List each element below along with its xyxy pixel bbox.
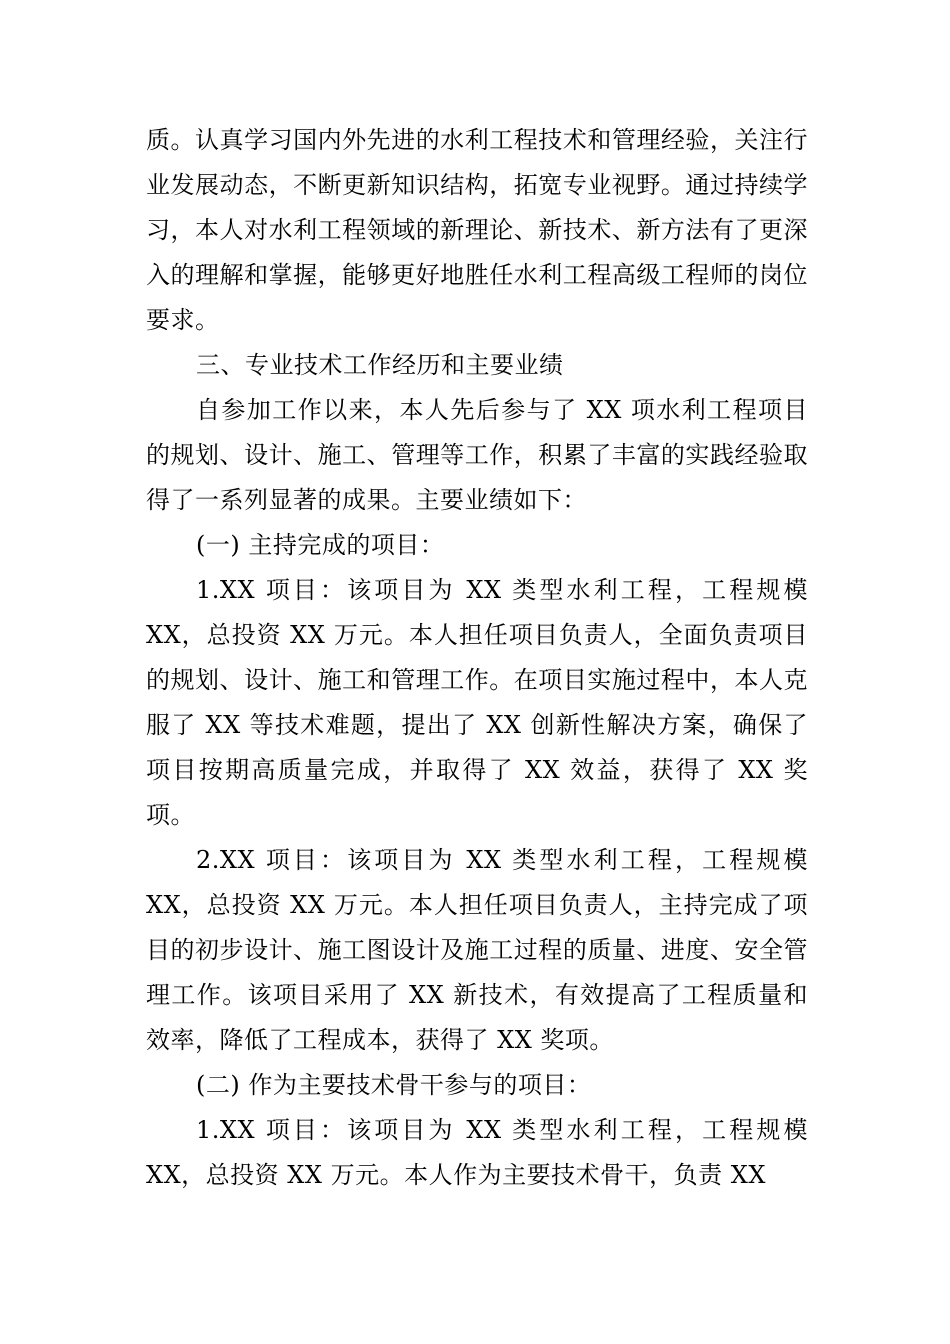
paragraph-intro: 自参加工作以来，本人先后参与了 XX 项水利工程项目的规划、设计、施工、管理等工作，积累了丰富的实践经验取得了一系列显著的成果。主要业绩如下：	[146, 396, 808, 514]
subheading-led-projects: (一) 主持完成的项目：	[196, 531, 445, 559]
paragraph-continuation: 质。认真学习国内外先进的水利工程技术和管理经验，关注行业发展动态，不断更新知识结构，拓宽专业视野。通过持续学习，本人对水利工程领域的新理论、新技术、新方法有了更深入的理解和掌握，能够更好地胜任水利工程高级工程师的岗位要求。	[146, 126, 808, 334]
subheading-participated-projects: (二) 作为主要技术骨干参与的项目：	[196, 1071, 592, 1099]
paragraph-project-2: 2.XX 项目：该项目为 XX 类型水利工程，工程规模 XX，总投资 XX 万元。本人担任项目负责人，主持完成了项目的初步设计、施工图设计及施工过程的质量、进度、安全管理工作。该项目采用了 XX 新技术，有效提高了工程质量和效率，降低了工程成本，获得了 XX 奖项。	[146, 846, 808, 1054]
paragraph-project-1: 1.XX 项目：该项目为 XX 类型水利工程，工程规模 XX，总投资 XX 万元。本人担任项目负责人，全面负责项目的规划、设计、施工和管理工作。在项目实施过程中，本人克服了 XX 等技术难题，提出了 XX 创新性解决方案，确保了项目按期高质量完成，并取得了 XX 效益，获得了 XX 奖项。	[146, 576, 808, 829]
document-page	[146, 118, 808, 1198]
section-heading-3: 三、专业技术工作经历和主要业绩	[196, 351, 564, 379]
paragraph-participated-project-1: 1.XX 项目：该项目为 XX 类型水利工程，工程规模 XX，总投资 XX 万元。本人作为主要技术骨干，负责 XX	[146, 1116, 808, 1189]
